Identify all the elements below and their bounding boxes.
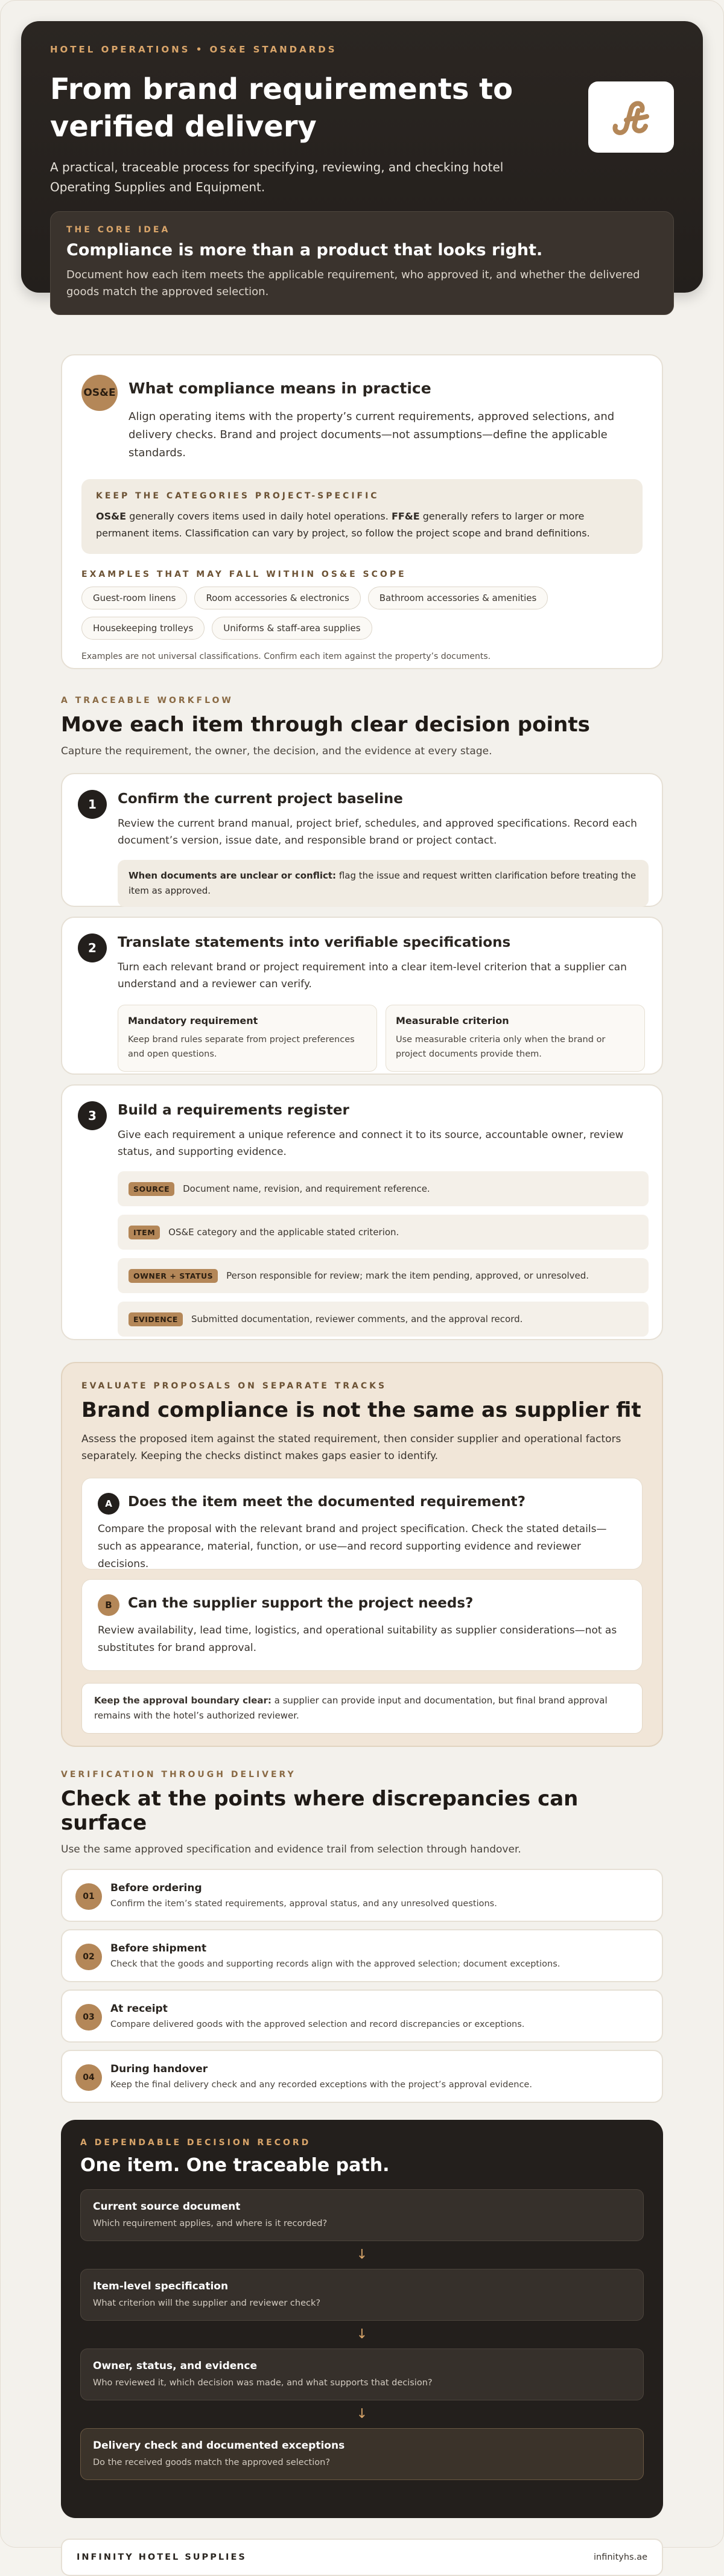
checkpoint xyxy=(61,1929,663,1982)
arrow-down-icon: ↓ xyxy=(356,2327,368,2342)
checkpoint xyxy=(61,1869,663,1922)
footer-site-link[interactable]: infinityhs.ae xyxy=(594,2552,647,2562)
register-row xyxy=(118,1215,649,1250)
register-tag: EVIDENCE xyxy=(129,1312,183,1326)
hero-eyebrow: HOTEL OPERATIONS • OS&E STANDARDS xyxy=(50,44,337,55)
mini-title: Mandatory requirement xyxy=(128,1015,258,1026)
register-text: Person responsible for review; mark the item pending, approved, or unresolved. xyxy=(226,1270,589,1281)
step-title: Build a requirements register xyxy=(118,1102,349,1118)
arrow-down-icon: ↓ xyxy=(356,2247,368,2262)
categories-box xyxy=(81,479,643,554)
core-idea-box xyxy=(50,211,674,315)
conflict-alert xyxy=(118,860,649,907)
register-row xyxy=(118,1258,649,1293)
practice-card xyxy=(61,354,663,669)
tracks-eyebrow: EVALUATE PROPOSALS ON SEPARATE TRACKS xyxy=(81,1381,387,1391)
register-tag: SOURCE xyxy=(129,1182,174,1196)
record-step-text: Who reviewed it, which decision was made, and what supports that decision? xyxy=(93,2378,433,2388)
checkpoint-title: Before shipment xyxy=(110,1942,207,1954)
record-step-title: Delivery check and documented exceptions xyxy=(93,2440,345,2452)
hero-lede: A practical, traceable process for specifying, reviewing, and checking hotel Operating Supplies and Equipment. xyxy=(50,160,504,194)
step-body: Give each requirement a unique reference and connect it to its source, accountable owner, review status, and supporting evidence. xyxy=(118,1129,624,1158)
footer xyxy=(61,2539,663,2576)
tracks-sub: Assess the proposed item against the stated requirement, then consider supplier and operational factors separately. Keeping the checks distinct makes gaps easier to identify. xyxy=(81,1433,621,1462)
categories-text xyxy=(96,508,628,542)
step-title: Translate statements into verifiable specifications xyxy=(118,935,511,950)
verification-sub: Use the same approved specification and evidence trail from selection through handover. xyxy=(61,1843,521,1856)
chip: Uniforms & staff-area supplies xyxy=(212,617,372,640)
checkpoint-title: Before ordering xyxy=(110,1882,202,1894)
track-card-b xyxy=(81,1579,643,1671)
decision-record xyxy=(61,2120,663,2518)
checkpoint-title: During handover xyxy=(110,2063,208,2075)
checkpoint-number: 01 xyxy=(75,1883,102,1910)
record-eyebrow: A DEPENDABLE DECISION RECORD xyxy=(80,2138,311,2148)
practice-title: What compliance means in practice xyxy=(129,380,431,397)
criteria-columns xyxy=(118,1005,645,1072)
record-title: One item. One traceable path. xyxy=(80,2155,390,2176)
boundary-text: a supplier can provide input and documentation, but final brand approval remains with the hotel’s authorized reviewer. xyxy=(94,1695,608,1721)
hero xyxy=(21,21,703,298)
approval-boundary-note xyxy=(81,1683,643,1734)
register-row xyxy=(118,1302,649,1337)
boundary-label: Keep the approval boundary clear: xyxy=(94,1695,272,1706)
track-card-a xyxy=(81,1478,643,1569)
footer-brand: INFINITY HOTEL SUPPLIES xyxy=(77,2552,247,2562)
categories-eyebrow: KEEP THE CATEGORIES PROJECT-SPECIFIC xyxy=(96,491,379,501)
example-chips xyxy=(81,587,661,640)
step-body: Turn each relevant brand or project requirement into a clear item-level criterion that a supplier can understand and a reviewer can verify. xyxy=(118,961,627,990)
step-number: 1 xyxy=(78,790,107,819)
track-letter: A xyxy=(98,1493,119,1515)
page-title: From brand requirements to verified delivery xyxy=(50,72,513,144)
checkpoint-text: Check that the goods and supporting records align with the approved selection; document exceptions. xyxy=(110,1959,560,1969)
brand-logo xyxy=(588,81,674,153)
verification-head xyxy=(61,1770,663,1856)
chip: Guest-room linens xyxy=(81,587,187,609)
checkpoint xyxy=(61,1989,663,2043)
requirements-register xyxy=(118,1171,645,1337)
checkpoint-text: Keep the final delivery check and any recorded exceptions with the project’s approval evidence. xyxy=(110,2080,532,2090)
checkpoint-number: 02 xyxy=(75,1944,102,1970)
record-step-text: Which requirement applies, and where is it recorded? xyxy=(93,2219,328,2228)
examples-eyebrow: EXAMPLES THAT MAY FALL WITHIN OS&E SCOPE xyxy=(81,570,407,579)
categories-text-1: generally covers items used in daily hotel operations. xyxy=(126,510,392,522)
track-text: Compare the proposal with the relevant brand and project specification. Check the stated details—such as appearance, material, function, or use—and record supporting evidence and reviewer decisions. xyxy=(98,1523,607,1570)
workflow-title: Move each item through clear decision points xyxy=(61,713,590,737)
track-title: Does the item meet the documented requirement? xyxy=(128,1494,526,1510)
step-card xyxy=(61,773,663,907)
checkpoint-title: At receipt xyxy=(110,2003,168,2015)
record-step-title: Current source document xyxy=(93,2201,241,2213)
register-text: Submitted documentation, reviewer comments, and the approval record. xyxy=(191,1314,523,1325)
record-step-text: Do the received goods match the approved selection? xyxy=(93,2458,331,2467)
record-step-text: What criterion will the supplier and reviewer check? xyxy=(93,2298,321,2308)
register-tag: ITEM xyxy=(129,1226,160,1239)
mini-title: Measurable criterion xyxy=(396,1015,509,1026)
categories-text-2: generally refers to larger or more permanent items. Classification can vary by project, so follow the project scope and brand definitions. xyxy=(96,510,590,539)
alert-label: When documents are unclear or conflict: xyxy=(129,870,337,881)
measurable-criterion-box xyxy=(386,1005,645,1072)
verification-title: Check at the points where discrepancies can surface xyxy=(61,1787,579,1835)
checkpoint-number: 03 xyxy=(75,2004,102,2031)
register-row xyxy=(118,1171,649,1206)
step-number: 3 xyxy=(78,1101,107,1130)
checkpoint-number: 04 xyxy=(75,2064,102,2091)
step-title: Confirm the current project baseline xyxy=(118,791,403,807)
ose-badge: OS&E xyxy=(81,375,118,411)
chip: Housekeeping trolleys xyxy=(81,617,205,640)
checkpoint-text: Confirm the item’s stated requirements, approval status, and any unresolved questions. xyxy=(110,1899,497,1909)
register-text: OS&E category and the applicable stated criterion. xyxy=(168,1227,399,1238)
record-step-title: Item-level specification xyxy=(93,2280,229,2292)
step-card xyxy=(61,917,663,1075)
mini-text: Use measurable criteria only when the brand or project documents provide them. xyxy=(396,1035,606,1059)
verification-eyebrow: VERIFICATION THROUGH DELIVERY xyxy=(61,1770,296,1779)
tracks-title: Brand compliance is not the same as supplier fit xyxy=(81,1398,641,1422)
step-body: Review the current brand manual, project brief, schedules, and approved specifications. Record each document’s version, issue date, and responsible brand or project contact. xyxy=(118,818,637,847)
practice-desc: Align operating items with the property’s current requirements, approved selections, and delivery checks. Brand and project documents—not assumptions—define the applicable standards. xyxy=(129,410,615,459)
term-ose: OS&E xyxy=(96,510,127,522)
record-step xyxy=(80,2189,644,2241)
step-card xyxy=(61,1084,663,1340)
track-letter: B xyxy=(98,1594,119,1616)
core-eyebrow: THE CORE IDEA xyxy=(66,225,171,235)
record-step xyxy=(80,2349,644,2400)
alert-text: flag the issue and request written clarification before treating the item as approved. xyxy=(129,870,637,896)
workflow-head xyxy=(61,696,663,757)
mandatory-requirement-box xyxy=(118,1005,377,1072)
checkpoint xyxy=(61,2050,663,2103)
core-text: Document how each item meets the applicable requirement, who approved it, and whether the delivered goods match the approved selection. xyxy=(66,269,640,298)
workflow-sub: Capture the requirement, the owner, the decision, and the evidence at every stage. xyxy=(61,745,492,757)
record-step xyxy=(80,2269,644,2321)
step-number: 2 xyxy=(78,933,107,962)
checkpoint-text: Compare delivered goods with the approved selection and record discrepancies or exceptions. xyxy=(110,2020,525,2029)
proposal-tracks xyxy=(61,1362,663,1747)
track-title: Can the supplier support the project needs? xyxy=(128,1595,474,1611)
chip: Room accessories & electronics xyxy=(194,587,360,609)
record-step-title: Owner, status, and evidence xyxy=(93,2360,257,2372)
register-tag: OWNER + STATUS xyxy=(129,1269,218,1283)
workflow-eyebrow: A TRACEABLE WORKFLOW xyxy=(61,696,233,705)
mini-text: Keep brand rules separate from project preferences and open questions. xyxy=(128,1035,355,1059)
term-ffe: FF&E xyxy=(391,510,420,522)
register-text: Document name, revision, and requirement reference. xyxy=(183,1183,430,1194)
record-step-final xyxy=(80,2428,644,2480)
track-text: Review availability, lead time, logistics, and operational suitability as supplier considerations—not as substitutes for brand approval. xyxy=(98,1624,617,1654)
brand-monogram-icon xyxy=(608,96,654,138)
arrow-down-icon: ↓ xyxy=(356,2406,368,2422)
chip: Bathroom accessories & amenities xyxy=(368,587,548,609)
examples-note: Examples are not universal classifications. Confirm each item against the property’s documents. xyxy=(81,652,491,661)
core-title: Compliance is more than a product that looks right. xyxy=(66,241,543,259)
